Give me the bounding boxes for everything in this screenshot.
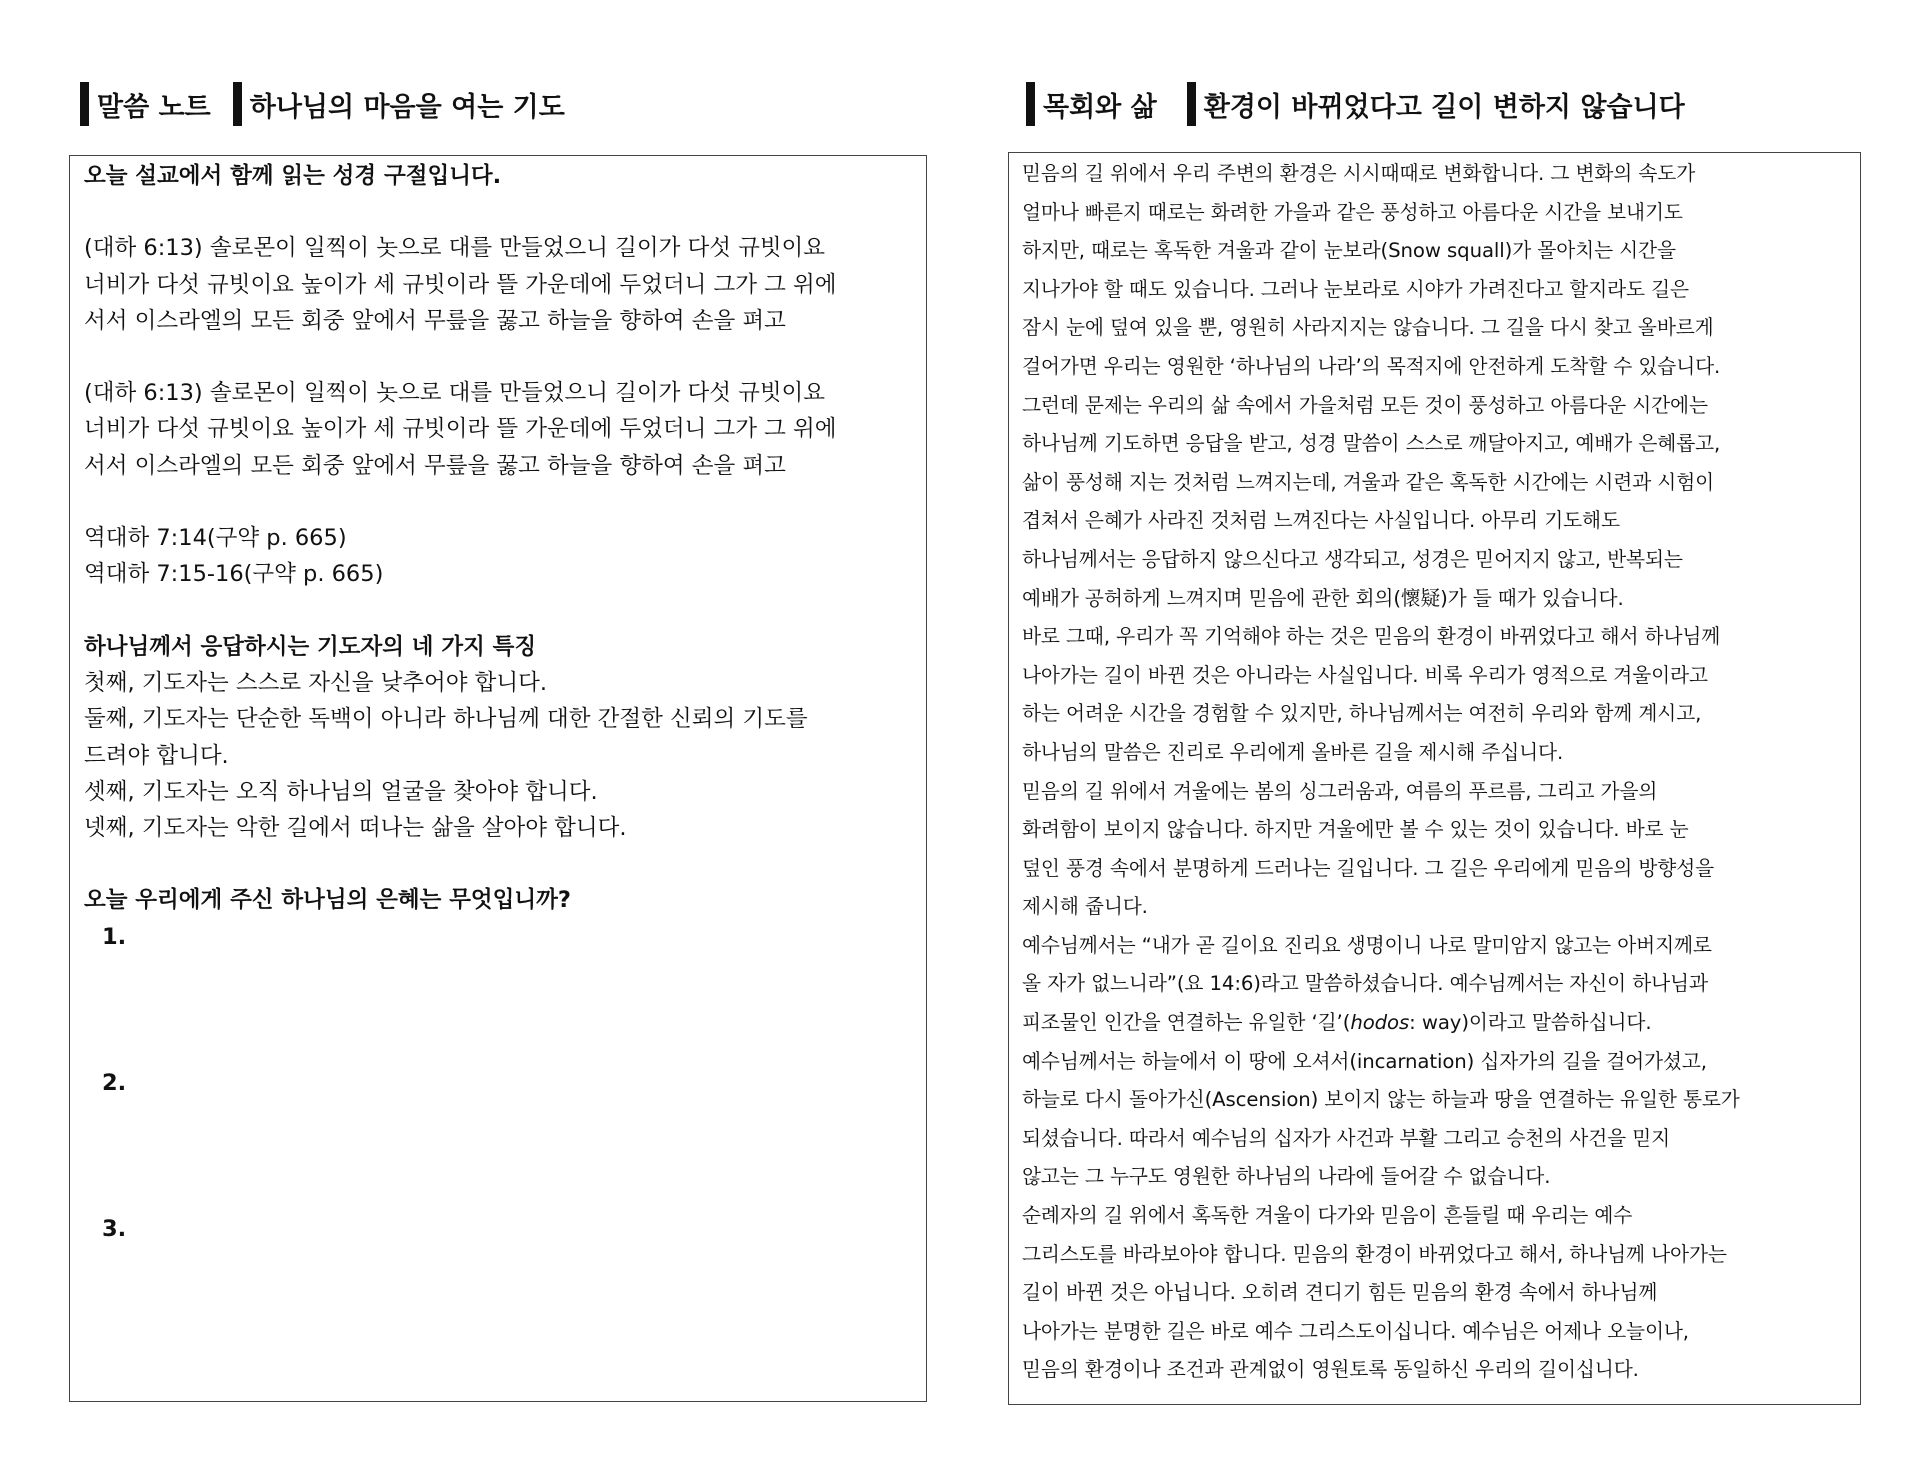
intro-text: 오늘 설교에서 함께 읽는 성경 구절입니다. (84, 163, 502, 189)
trait-line: 넷째, 기도자는 악한 길에서 떠나는 삶을 살아야 합니다. (84, 815, 627, 842)
spacer (84, 484, 912, 520)
column-text-line: 예수님께서는 “내가 곧 길이요 진리요 생명이니 나로 말미암지 않고는 아버지께로 (1022, 933, 1712, 957)
column-text-line: 삶이 풍성해 지는 것처럼 느껴지는데, 겨울과 같은 혹독한 시간에는 시련과 시험이 (1022, 470, 1715, 494)
column-text-line: 겹쳐서 은혜가 사라진 것처럼 느껴진다는 사실입니다. 아무리 기도해도 (1022, 509, 1620, 533)
column-text-line: 제시해 줍니다. (1022, 895, 1148, 919)
passage-line: 너비가 다섯 규빗이요 높이가 세 규빗이라 뜰 가운데에 두었더니 그가 그 위에 (84, 271, 837, 298)
traits-heading: 하나님께서 응답하시는 기도자의 네 가지 특징 (84, 633, 537, 660)
passage-line: 서서 이스라엘의 모든 회중 앞에서 무릎을 꿇고 하늘을 향하여 손을 펴고 (84, 452, 786, 479)
column-body (1022, 155, 1846, 1390)
passage-line: (대하 6:13) 솔로몬이 일찍이 놋으로 대를 만들었으니 길이가 다섯 규빗이요 (84, 380, 826, 407)
column-text-line: 하지만, 때로는 혹독한 겨울과 같이 눈보라(Snow squall)가 몰아치는 시간을 (1022, 239, 1676, 263)
header-bar-icon (1187, 82, 1196, 126)
left-header-title-group (233, 82, 565, 126)
column-text-line: 되셨습니다. 따라서 예수님의 십자가 사건과 부활 그리고 승천의 사건을 믿지 (1022, 1126, 1671, 1150)
left-header-title: 하나님의 마음을 여는 기도 (249, 91, 565, 123)
column-text-line: 나아가는 길이 바뀐 것은 아니라는 사실입니다. 비록 우리가 영적으로 겨울이라고 (1022, 663, 1708, 687)
trait-line: 드려야 합니다. (84, 742, 229, 769)
column-text-line: 하늘로 다시 돌아가신(Ascension) 보이지 않는 하늘과 땅을 연결하는 유일한 통로가 (1022, 1088, 1740, 1112)
column-text-line: 예수님께서는 하늘에서 이 땅에 오셔서(incarnation) 십자가의 길을 걸어가셨고, (1022, 1049, 1707, 1073)
column-text-line: 길이 바뀐 것은 아닙니다. 오히려 견디기 힘든 믿음의 환경 속에서 하나님께 (1022, 1281, 1658, 1305)
spacer (84, 846, 912, 882)
answer-space (84, 955, 912, 1065)
reference-line: 역대하 7:14(구약 p. 665) (84, 525, 347, 552)
right-header-title: 환경이 바뀌었다고 길이 변하지 않습니다 (1203, 91, 1685, 123)
column-text-line: 올 자가 없느니라”(요 14:6)라고 말씀하셨습니다. 예수님께서는 자신이 하나님과 (1022, 972, 1708, 996)
left-header-label: 말씀 노트 (97, 91, 211, 123)
spacer (84, 593, 912, 629)
left-header (80, 82, 565, 126)
trait-line: 첫째, 기도자는 스스로 자신을 낮추어야 합니다. (84, 669, 548, 696)
right-header (1026, 82, 1685, 126)
header-bar-icon (80, 82, 89, 126)
answer-number-1: 1. (102, 923, 127, 950)
column-text-line: 하는 어려운 시간을 경험할 수 있지만, 하나님께서는 여전히 우리와 함께 계시고, (1022, 702, 1702, 726)
column-text-line: 믿음의 환경이나 조건과 관계없이 영원토록 동일하신 우리의 길이십니다. (1022, 1358, 1639, 1382)
column-text-line: 바로 그때, 우리가 꼭 기억해야 하는 것은 믿음의 환경이 바뀌었다고 해서 하나님께 (1022, 625, 1721, 649)
column-text-line: 않고는 그 누구도 영원한 하나님의 나라에 들어갈 수 없습니다. (1022, 1165, 1551, 1189)
column-text-line: 지나가야 할 때도 있습니다. 그러나 눈보라로 시야가 가려진다고 할지라도 길은 (1022, 277, 1689, 301)
column-text-line: 순례자의 길 위에서 혹독한 겨울이 다가와 믿음이 흔들릴 때 우리는 예수 (1022, 1204, 1633, 1228)
column-text-line: 믿음의 길 위에서 우리 주변의 환경은 시시때때로 변화합니다. 그 변화의 속도가 (1022, 162, 1696, 185)
column-text-line: 그런데 문제는 우리의 삶 속에서 가을처럼 모든 것이 풍성하고 아름다운 시간에는 (1022, 393, 1708, 417)
trait-line: 셋째, 기도자는 오직 하나님의 얼굴을 찾아야 합니다. (84, 778, 598, 805)
column-text-line: 하나님께서는 응답하지 않으신다고 생각되고, 성경은 믿어지지 않고, 반복되는 (1022, 547, 1683, 571)
spacer (84, 339, 912, 375)
pastoral-column-box (1008, 152, 1861, 1405)
header-bar-icon (1026, 82, 1035, 126)
question-heading: 오늘 우리에게 주신 하나님의 은혜는 무엇입니까? (84, 887, 571, 914)
column-text-line: 덮인 풍경 속에서 분명하게 드러나는 길입니다. 그 길은 우리에게 믿음의 방향성을 (1022, 856, 1715, 880)
italic-term: hodos (1350, 1011, 1410, 1035)
column-text-line: 하나님의 말씀은 진리로 우리에게 올바른 길을 제시해 주십니다. (1022, 740, 1564, 764)
column-text-line: 믿음의 길 위에서 겨울에는 봄의 싱그러움과, 여름의 푸르름, 그리고 가을의 (1022, 779, 1658, 803)
column-text-line: 피조물인 인간을 연결하는 유일한 ‘길’(hodos: way)이라고 말씀하십니다. (1022, 1011, 1652, 1035)
column-text-line: 나아가는 분명한 길은 바로 예수 그리스도이십니다. 예수님은 어제나 오늘이나, (1022, 1319, 1689, 1343)
right-header-label: 목회와 삶 (1043, 91, 1157, 123)
answer-number-2: 2. (102, 1069, 127, 1096)
passage-line: (대하 6:13) 솔로몬이 일찍이 놋으로 대를 만들었으니 길이가 다섯 규빗이요 (84, 235, 826, 262)
column-text-line: 그리스도를 바라보아야 합니다. 믿음의 환경이 바뀌었다고 해서, 하나님께 나아가는 (1022, 1242, 1727, 1266)
column-text-line: 화려함이 보이지 않습니다. 하지만 겨울에만 볼 수 있는 것이 있습니다. 바로 눈 (1022, 818, 1689, 842)
column-text-line: 걸어가면 우리는 영원한 ‘하나님의 나라’의 목적지에 안전하게 도착할 수 있습니다. (1022, 354, 1721, 378)
passage-line: 너비가 다섯 규빗이요 높이가 세 규빗이라 뜰 가운데에 두었더니 그가 그 위에 (84, 416, 837, 443)
right-header-title-group (1187, 82, 1685, 126)
header-bar-icon (233, 82, 242, 126)
trait-line: 둘째, 기도자는 단순한 독백이 아니라 하나님께 대한 간절한 신뢰의 기도를 (84, 706, 808, 733)
column-text-line: 예배가 공허하게 느껴지며 믿음에 관한 회의(懷疑)가 들 때가 있습니다. (1022, 586, 1624, 610)
column-text-line: 하나님께 기도하면 응답을 받고, 성경 말씀이 스스로 깨달아지고, 예배가 은혜롭고, (1022, 432, 1721, 456)
passage-line: 서서 이스라엘의 모든 회중 앞에서 무릎을 꿇고 하늘을 향하여 손을 펴고 (84, 307, 786, 334)
sermon-note-box (69, 155, 927, 1402)
column-text-line: 잠시 눈에 덮여 있을 뿐, 영원히 사라지지는 않습니다. 그 길을 다시 찾고 올바르게 (1022, 316, 1714, 340)
spacer (84, 194, 912, 230)
answer-number-3: 3. (102, 1215, 127, 1242)
reference-line: 역대하 7:15-16(구약 p. 665) (84, 561, 384, 588)
answer-space (84, 1101, 912, 1211)
column-text-line: 얼마나 빠른지 때로는 화려한 가을과 같은 풍성하고 아름다운 시간을 보내기도 (1022, 200, 1683, 224)
